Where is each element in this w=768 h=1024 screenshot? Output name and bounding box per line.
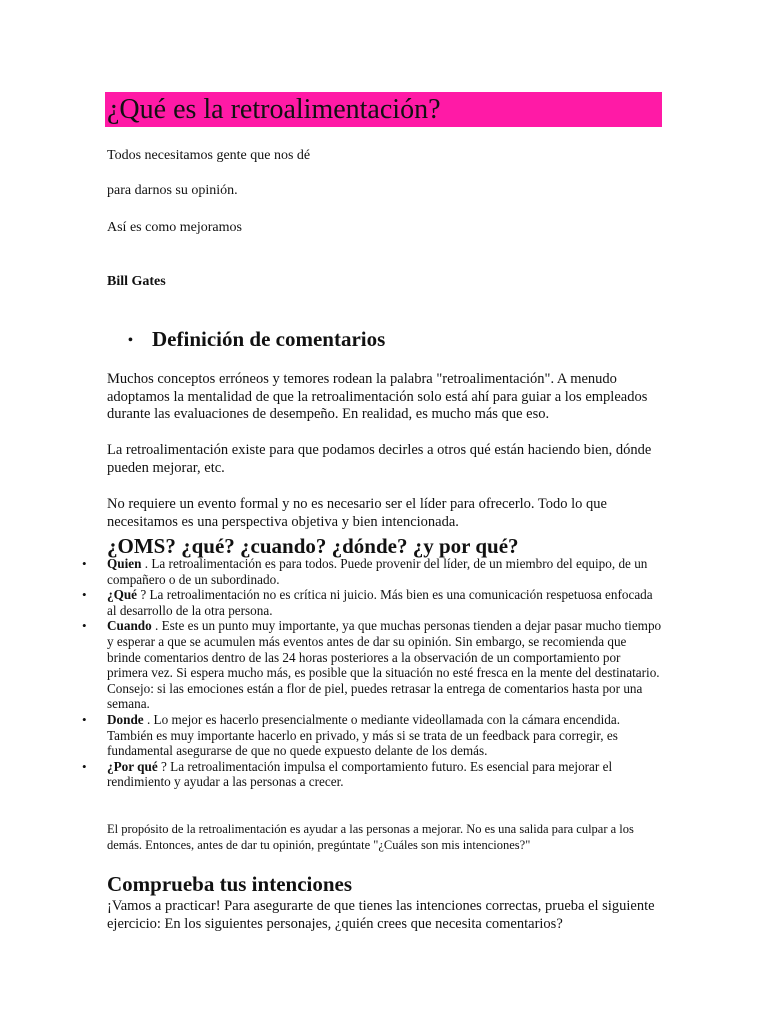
definition-paragraph-1: Muchos conceptos erróneos y temores rodean la palabra "retroalimentación". A menudo adoptamos la mentalidad de que la retroalimentación solo está ahí para guiar a los empleados durante las evaluaciones de desempeño. En realidad, es mucho más que eso.: [107, 371, 648, 422]
list-item-text: ? La retroalimentación impulsa el comportamiento futuro. Es esencial para mejorar el rendimiento y ayudar a las personas a crecer.: [107, 758, 613, 790]
bullet-icon: •: [82, 618, 87, 634]
list-item-term: Donde: [107, 711, 144, 727]
check-paragraph: ¡Vamos a practicar! Para asegurarte de que tienes las intenciones correctas, prueba el siguiente ejercicio: En los siguientes personajes, ¿quién crees que necesita comentarios?: [107, 898, 655, 932]
bullet-icon: •: [128, 333, 133, 349]
bullet-icon: •: [82, 711, 87, 727]
definition-heading: [128, 326, 385, 354]
bullet-icon: •: [82, 556, 87, 571]
definition-paragraph-2: La retroalimentación existe para que podamos decirles a otros qué están haciendo bien, dónde pueden mejorar, etc.: [107, 442, 652, 476]
who-what-list: [82, 556, 662, 790]
quote-author: Bill Gates: [107, 274, 166, 289]
list-item: [82, 556, 662, 587]
bullet-icon: •: [82, 758, 87, 774]
list-item-text: . Lo mejor es hacerlo presencialmente o mediante videollamada con la cámara encendida. También es muy importante hacerlo en privado, y más si se trata de un feedback para corregir, es fundamental asegurarse de que no quede expuesto delante de los demás.: [107, 711, 621, 759]
list-item-term: ¿Qué: [107, 587, 138, 603]
list-item-term: ¿Por qué: [107, 758, 158, 774]
list-item-text: . Este es un punto muy importante, ya que muchas personas tienden a dejar pasar mucho tiempo y esperar a que se acumulen más eventos antes de dar su opinión. Sin embargo, se recomienda que brinde comentarios dentro de las 24 horas posteriores a la observación de un comportamiento por primera vez. Si espera mucho más, es posible que la situación no esté fresca en la mente del destinatario. Consejo: si las emociones están a flor de piel, puedes retrasar la entrega de comentarios hasta por una semana.: [107, 618, 662, 712]
quote-line-1: Todos necesitamos gente que nos dé: [107, 148, 311, 163]
who-what-heading: ¿OMS? ¿qué? ¿cuando? ¿dónde? ¿y por qué?: [107, 534, 519, 558]
list-item-text: ? La retroalimentación no es crítica ni juicio. Más bien es una comunicación respetuosa enfocada al desarrollo de la otra persona.: [107, 587, 653, 618]
list-item: [82, 712, 662, 759]
list-item: [82, 759, 662, 790]
page-title: ¿Qué es la retroalimentación?: [105, 92, 662, 127]
quote-line-2: para darnos su opinión.: [107, 183, 238, 198]
list-item-text: . La retroalimentación es para todos. Puede provenir del líder, de un miembro del equipo, de un compañero o de un subordinado.: [107, 556, 648, 587]
bullet-icon: •: [82, 587, 87, 603]
quote-line-3: Así es como mejoramos: [107, 220, 242, 235]
definition-heading-text: Definición de comentarios: [152, 327, 386, 351]
list-item-term: Quien: [107, 556, 142, 571]
list-item: [82, 587, 662, 618]
definition-paragraph-3: No requiere un evento formal y no es necesario ser el líder para ofrecerlo. Todo lo que necesitamos es una perspectiva objetiva y bien intencionada.: [107, 496, 607, 530]
purpose-paragraph: El propósito de la retroalimentación es ayudar a las personas a mejorar. No es una salida para culpar a los demás. Entonces, antes de dar tu opinión, pregúntate "¿Cuáles son mis intenciones?": [107, 822, 634, 852]
check-heading: Comprueba tus intenciones: [107, 872, 353, 896]
list-item: [82, 618, 662, 712]
list-item-term: Cuando: [107, 618, 152, 634]
